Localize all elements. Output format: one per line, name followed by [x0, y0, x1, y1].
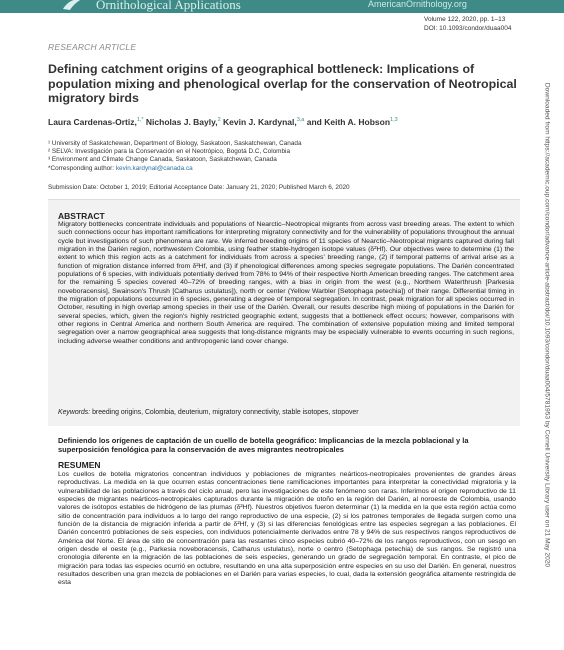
abstract-heading: ABSTRACT — [58, 211, 105, 221]
bird-logo-icon — [62, 0, 84, 11]
resumen-text: Los cuellos de botella migratorios concentran individuos y poblaciones de migrantes neárticos-neotropicales provenientes de grandes áreas reproductivas. La medida en la que ocurren estas concentraciones tiene ramificaciones importantes para interpretar la conectividad migratoria y la vulnerabilidad de las poblaciones a través del ciclo anual, pero las investigaciones de este fenómeno son raras. Inferimos el origen reproductivo de 11 especies de migrantes neárticos-neotropicales capturados durante la migración de otoño en la región del Darién, al noroeste de Colombia, usando valores de isótopos estables de hidrógeno de las plumas (δ²Hf). Nuestros objetivos fueron determinar (1) la medida en la que esta región actúa como sitio de concentración para individuos a lo largo del rango reproductivo de una especie, (2) si los patrones temporales de llegada surgen como una función de la distancia de migración inferida a partir de δ²Hf, y (3) si las diferencias fenológicas entre las especies segregan a las poblaciones. El Darién concentró poblaciones de seis especies, con individuos potencialmente derivados entre 78 y 94% de sus respectivos rangos reproductivos de América del Norte. El área de sitio de concentración para las restantes cinco especies cubrió 40–72% de los rangos reproductivos, con un sesgo en origen desde el oeste (e.g., Parkesia noveboracensis, Catharus ustulatus), norte o centro (Setophaga petechia) de sus rangos. Se registró una cronología diferente en la migración de las poblaciones de seis especies, generando un grado de segregación temporal. En contraste, el pico de migración para todas las especies ocurrió en octubre, resultando en una alta superposición entre especies en su uso del Darién. En general, nuestros resultados describen una gran mezcla de poblaciones en el Darién para varias especies, lo cual, dada la extensión geográfica altamente restringida de esta — [58, 471, 516, 587]
article-type: RESEARCH ARTICLE — [48, 42, 137, 52]
keywords-text: breeding origins, Colombia, deuterium, migratory connectivity, stable isotopes, stopover — [90, 409, 359, 416]
author-name[interactable]: and Keith A. Hobson — [306, 117, 391, 127]
submission-dates: Submission Date: October 1, 2019; Editorial Acceptance Date: January 21, 2020; Published March 6, 2020 — [48, 184, 350, 191]
corresponding-email-link[interactable]: kevin.kardynal@canada.ca — [115, 164, 193, 172]
author-affiliation-marker: 1,* — [136, 117, 144, 124]
corresponding-author — [48, 165, 302, 173]
abstract-text: Migratory bottlenecks concentrate individuals and populations of Nearctic–Neotropical migrants from across vast breeding areas. The extent to which such connections occur has important ramifications for interpreting migratory connectivity and for the vulnerability of populations throughout the annual cycle but investigations of such phenomena are rare. We inferred breeding origins of 11 species of Nearctic–Neotropical migrants captured during fall migration in the Darién region, northwestern Colombia, using feather stable-hydrogen isotope values (δ²Hf). Our objectives were to determine (1) the extent to which this region acts as a catchment for individuals from across a species' breeding range, (2) if temporal patterns of arrival arise as a function of migration distance inferred from δ²Hf, and (3) if phenological differences among species segregate populations. The Darién concentrated populations of 6 species, with individuals potentially derived from 78% to 94% of their respective North American breeding ranges. The catchment area for the remaining 5 species covered 40–72% of breeding ranges, with a bias in origin from the west (e.g., Northern Waterthrush [Parkesia noveboracensis], Swainson's Thrush [Catharus ustulatus]), north or center (Yellow Warbler [Setophaga petechia]) of their range. Differential timing in the migration of populations occurred in 6 species, generating a degree of temporal segregation. In contrast, peak migration for all species occurred in October, resulting in high overlap among species in their use of the Darién. Overall, our results describe high mixing of populations in the Darién for several species, which, given the region's highly restricted geographic extent, suggests that a bottleneck effect occurs; however, comparisons with other regions in Central America and northern South America are required. The combination of extensive population mixing and limited temporal segregation over a narrow geographical area suggests that long-distance migrants may be especially vulnerable to events occurring in such regions, including adverse weather conditions and anthropogenic land cover change. — [58, 221, 514, 345]
author-name[interactable]: Laura Cardenas-Ortiz, — [48, 117, 137, 127]
keywords — [58, 409, 359, 416]
author-affiliation-marker: 3,a — [296, 117, 305, 124]
volume-info: Volume 122, 2020, pp. 1–13 — [424, 16, 506, 23]
keywords-label: Keywords: — [58, 409, 91, 416]
article-meta — [424, 16, 511, 33]
download-watermark: Downloaded from https://academic.oup.com/condor/advance-article-abstract/doi/10.1093/condor/duaa004/5781953 by Cornell University Library user on 21 May 2020 — [543, 82, 551, 568]
author-affiliation-marker: 1,3 — [390, 117, 398, 124]
corresponding-label: *Corresponding author: — [48, 164, 116, 172]
doi-link[interactable]: DOI: 10.1093/condor/duaa004 — [424, 24, 512, 32]
author-list — [48, 117, 398, 127]
journal-header-bar — [0, 0, 564, 13]
affiliation-line: ¹ University of Saskatchewan, Department of Biology, Saskatoon, Saskatchewan, Canada — [48, 140, 302, 147]
author-name[interactable]: Nicholas J. Bayly, — [145, 117, 218, 127]
resumen-heading: RESUMEN — [58, 460, 101, 470]
author-name[interactable]: Kevin J. Kardynal, — [223, 117, 297, 127]
affiliation-line: ³ Environment and Climate Change Canada, Saskatoon, Saskatchewan, Canada — [48, 156, 277, 164]
author-affiliation-marker: 2 — [217, 117, 221, 124]
journal-name[interactable]: Ornithological Applications — [96, 0, 241, 12]
abstract-panel — [48, 199, 520, 426]
spanish-title: Definiendo los orígenes de captación de un cuello de botella geográfico: Implicancias de la mezcla poblacional y la superposición fenológica para la conservación de aves migrantes neotropicales — [58, 436, 469, 455]
article-title: Defining catchment origins of a geographical bottleneck: Implications of population mixing and phenological overlap for the conservation of Neotropical migratory birds — [48, 62, 517, 106]
affiliation-line: ² SELVA: Investigación para la Conservación en el Neotrópico, Bogotá D.C, Colombia — [48, 148, 291, 156]
journal-site-link[interactable]: AmericanOrnithology.org — [368, 0, 467, 9]
affiliations — [48, 140, 302, 173]
